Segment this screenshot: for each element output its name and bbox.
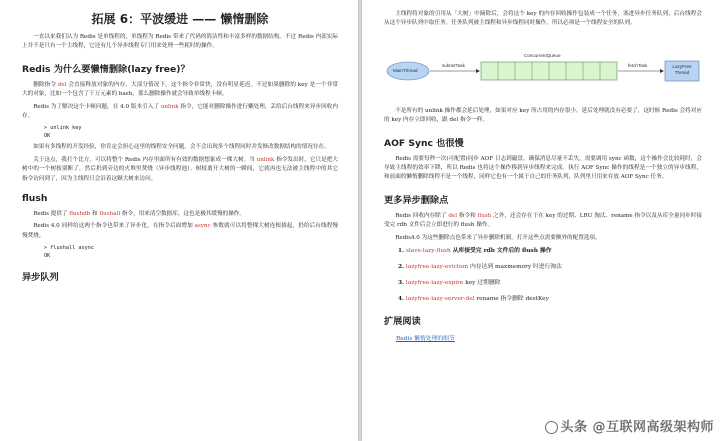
section-heading-lazy-free: Redis 为什么要懒惰删除(lazy free)？ [22, 63, 190, 75]
watermark: 头条 @互联网高级架构师 [543, 416, 714, 435]
right-page [362, 0, 720, 441]
config-option-item: 3. lazyfree-lazy-expire key 过期删除 [398, 280, 501, 287]
fetch-arrowhead [660, 69, 664, 73]
code-line: OK [44, 253, 51, 260]
paragraph-tree-analogy: 关于这点，我打个比方。可以将整个 Redis 内存里面所有有效的数据想象成一棵大树。当 unlink 指令发出时，它只是把大树中的一个树枝别断了，然后扔到旁边的火堆里焚烧（异步线程池）。树枝离开大树的一瞬间，它就再也无法被主线程中的其它指令访问到了，因为主线程只会沿着这颗大树来访问。 [22, 156, 338, 182]
config-key: lazyfree-lazy-eviction [405, 264, 469, 271]
config-option-item: 4. lazyfree-lazy-server-del rename 指令删除 destKey [398, 296, 549, 303]
watermark-logo-icon [545, 421, 558, 434]
submit-arrowhead [476, 69, 480, 73]
unlink-keyword: unlink [160, 103, 179, 110]
code-block-unlink [22, 124, 338, 140]
paragraph-memory-reclaim: Redis 回收内存除了 del 指令和 flush 之外，还会存在于在 key 的过期、LRU 淘汰、rename 指令以及从库全量同步时接受完 rdb 文件后会立即进行的 flush 操作。 [384, 212, 702, 229]
paragraph-task-queue: 主线程将对象的引用从「大树」中摘除后，会将这个 key 的内存回收操作包装成一个任务，塞进异步任务队列，后台线程会从这个异步队列中取任务。任务队列被主线程和异步线程同时操作，所以必须是一个线程安全的队列。 [384, 11, 702, 27]
left-page [0, 0, 358, 441]
paragraph-aof-sync: Redis 需要每秒一次(可配置)同步 AOF 日志到磁盘，确保消息尽量不丢失，需要调用 sync 函数，这个操作会比较耗时，会导致主线程的效率下降，所以 Redis 也将这个操作移到异步线程来完成。执行 AOF Sync 操作的线程是一个独立的异步线程，和前面的懒惰删除线程不是一个线程，同样它也有一个属于自己的任务队列，队列里只用来存放 AOF Sync 任务。 [384, 155, 702, 181]
config-option-item: 2. lazyfree-lazy-eviction 内存达到 maxmemory 时进行淘汰 [398, 264, 562, 271]
diagram-svg [384, 33, 702, 101]
flush-keyword: flush [477, 212, 492, 219]
paragraph-del: 删除指令 del 会直接释放对象的内存，大部分情况下，这个指令非常快，没有明显延迟。不过如果删除的 key 是一个非常大的对象，比如一个包含了千万元素的 hash，那么删除操作就会导致单线程卡顿。 [22, 81, 338, 98]
section-heading-more-async: 更多异步删除点 [384, 194, 449, 206]
paragraph-flush-async: Redis 4.0 同样给这两个指令也带来了异步化，在指令后面增加 async 参数就可以将整棵大树连根拔起，扔给后台线程慢慢焚烧。 [22, 223, 338, 239]
lazyfree-thread-label: LazyFree Thread [672, 63, 692, 75]
del-keyword: del [448, 212, 458, 219]
paragraph-thread-safety: 如果有多线程的开发经验，你肯定会担心这里的线程安全问题，会不会出现多个线程同时并发修改数据结构的情况存在。 [33, 144, 330, 151]
flushall-keyword: flushall [99, 211, 121, 218]
code-block-flushall [22, 244, 338, 260]
code-line: > flushall async [44, 245, 94, 252]
unlink-keyword: unlink [256, 156, 275, 163]
code-line: > unlink key [44, 125, 82, 132]
async-keyword: async [194, 223, 211, 230]
submit-task-label: submitTask [442, 62, 465, 68]
section-heading-aof-sync: AOF Sync 也很慢 [384, 137, 464, 149]
config-key: lazyfree-lazy-server-del [405, 296, 475, 303]
config-key: lazyfree-lazy-expire [405, 280, 464, 287]
flushdb-keyword: flushdb [69, 211, 91, 218]
chapter-title: 拓展 6：平波缓进 —— 懒惰删除 [91, 12, 269, 26]
section-heading-further-reading: 扩展阅读 [384, 316, 421, 328]
intro-paragraph: 一直以来我们认为 Redis 是单线程的，单线程为 Redis 带来了代码的简洁性和丰富多样的数据结构。不过 Redis 内部实际上并不是只有一个主线程，它还有几个异步线程专门用来处理一些耗时的操作。 [22, 34, 338, 50]
config-key: slave-lazy-flush [405, 248, 451, 255]
fetch-task-label: fetchTask [628, 62, 648, 68]
paragraph-config-options: Redis4.0 为这些删除点也带来了异步删除机制，打开这些点需要额外的配置选项。 [395, 234, 601, 241]
config-option-item: 1. slave-lazy-flush 从库接受完 rdb 文件后的 flush 操作 [398, 248, 552, 255]
section-heading-async-queue: 异步队列 [22, 272, 59, 284]
section-heading-flush: flush [22, 193, 48, 205]
paragraph-unlink: Redis 为了解决这个卡顿问题，在 4.0 版本引入了 unlink 指令，它能对删除操作进行懒处理，丢给后台线程来异步回收内存。 [22, 103, 338, 120]
further-reading-link[interactable]: Redis 懒惰处理的细节 [396, 336, 455, 343]
del-keyword: del [57, 81, 67, 88]
main-thread-label: MainThread [393, 67, 418, 73]
concurrent-queue-label: ConcurrentQueue [524, 52, 561, 58]
config-option-list [384, 246, 702, 304]
code-line: OK [44, 133, 51, 140]
paragraph-flush-commands: Redis 提供了 flushdb 和 flushall 指令，用来清空数据库，这也是极其缓慢的操作。 [33, 211, 245, 218]
paragraph-small-key: 不是所有的 unlink 操作都会延后处理，如果对应 key 所占用的内存很小，延后处理就没有必要了，这时候 Redis 会将对应的 key 内存立即回收，跟 del 指令一样。 [384, 107, 702, 124]
async-queue-diagram [384, 33, 702, 101]
